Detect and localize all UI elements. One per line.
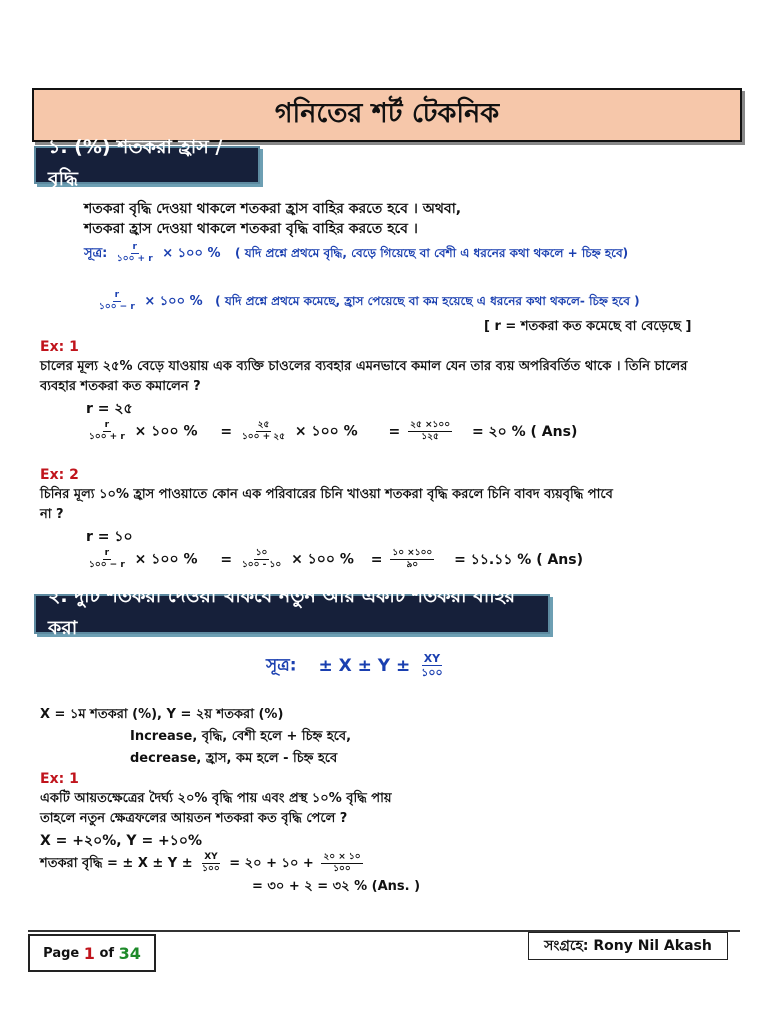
section-2-title: ২. দুটি শতকরা দেওয়া থাকবে নতুন আর একটি শতকরা বাহির করা [48, 585, 516, 639]
example-2-r-value: r = ১০ [86, 529, 133, 545]
credit-text: সংগ্রহে: Rony Nil Akash [544, 938, 712, 954]
example-1-question-line-1: চালের মূল্য ২৫% বেড়ে যাওয়ায় এক ব্যক্তি চাওলের ব্যবহার এমনভাবে কমাল যেন তার ব্যয় অপরিবর্তিত থাকে । তিনি চালের [40, 359, 688, 374]
example-2-question-line-2: না ? [40, 507, 64, 522]
s2-calc-prefix: শতকরা বৃদ্ধি = ± X ± Y ± [40, 856, 193, 871]
section-2-example-1-question-line-1: একটি আয়তক্ষেত্রের দৈর্ঘ্য ২০% বৃদ্ধি পায় এবং প্রস্থ ১০% বৃদ্ধি পায় [40, 791, 392, 806]
section-2-definition-2: Increase, বৃদ্ধি, বেশী হলে + চিহ্ন হবে, [130, 729, 352, 744]
ex1-fraction-2-num: ২৫ [257, 420, 270, 430]
formula-1-denominator: ১০০ + r [116, 254, 153, 264]
formula-2-denominator: ১০০ − r [99, 302, 135, 312]
ex2-fraction-3 [390, 548, 434, 571]
section-1-text-line-1: শতকরা বৃদ্ধি দেওয়া থাকলে শতকরা হ্রাস বাহির করতে হবে । অথবা, [84, 201, 462, 217]
ex2-step-3-eq: = [370, 551, 383, 568]
ex2-fraction-2-num: ১০ [255, 548, 268, 558]
s2-calc-middle: = ২০ + ১০ + [229, 856, 314, 871]
ex2-fraction-2-den: ১০০ - ১০ [241, 560, 282, 570]
s2-calc-fraction-1-den: ১০০ [202, 864, 220, 874]
ex1-fraction-1-num: r [104, 420, 110, 430]
ex1-fraction-2 [240, 420, 287, 443]
section-2-heading [34, 585, 550, 639]
page-current: 1 [83, 943, 95, 963]
formula-2 [94, 290, 640, 313]
page-title: গনিতের শর্ট টেকনিক [274, 97, 500, 129]
ex1-step-3-eq: = [388, 423, 401, 440]
ex1-result: = ২০ % ( Ans) [471, 423, 578, 440]
example-1-label: Ex: 1 [40, 339, 79, 355]
section-2-formula [266, 652, 448, 679]
section-2-example-1-label: Ex: 1 [40, 771, 79, 787]
section-2-formula-fraction [419, 652, 444, 679]
s2-calc-fraction-1 [200, 852, 222, 875]
ex1-step-2-eq: = [220, 423, 233, 440]
section-1-text-line-2: শতকরা হ্রাস দেওয়া থাকলে শতকরা বৃদ্ধি বাহির করতে হবে । [84, 221, 418, 237]
formula-1-note: ( যদি প্রশ্নে প্রথমে বৃদ্ধি, বেড়ে গিয়েছে বা বেশী এ ধরনের কথা থকলে + চিহ্ন হবে) [235, 246, 629, 260]
ex1-fraction-3-den: ১২৫ [421, 432, 439, 442]
s2-calc-fraction-2 [321, 852, 362, 875]
ex1-fraction-1-den: ১০০ + r [89, 432, 125, 442]
section-1-title: ১. (%) শতকরা হ্রাস / বৃদ্ধি [48, 136, 223, 190]
formula-1-fraction [115, 242, 155, 265]
example-2-solution [84, 548, 583, 571]
example-1-question-line-2: ব্যবহার শতকরা কত কমালেন ? [40, 379, 201, 394]
ex1-step-1-tail: × ১০০ % [134, 423, 198, 440]
section-2-definition-1: X = ১ম শতকরা (%), Y = ২য় শতকরা (%) [40, 707, 284, 722]
section-2-example-1-question-line-2: তাহলে নতুন ক্ষেত্রফলের আয়তন শতকরা কত বৃদ্ধি পেলে ? [40, 811, 348, 826]
ex2-result: = ১১.১১ % ( Ans) [454, 551, 583, 568]
example-1-r-value: r = ২৫ [86, 401, 133, 417]
example-2-label: Ex: 2 [40, 467, 79, 483]
ex2-step-1-tail: × ১০০ % [134, 551, 198, 568]
ex2-fraction-1-num: r [104, 548, 110, 558]
ex2-fraction-3-num: ১০ ×১০০ [392, 548, 433, 558]
ex2-fraction-1-den: ১০০ − r [89, 560, 125, 570]
ex1-fraction-3-num: ২৫ ×১০০ [410, 420, 451, 430]
formula-2-fraction [97, 290, 137, 313]
formula-label: সূত্র: [84, 246, 108, 261]
formula-2-multiplier: × ১০০ % [144, 294, 203, 309]
ex1-fraction-3 [408, 420, 452, 443]
section-2-formula-den: ১০০ [421, 666, 443, 679]
section-2-example-1-result: = ৩০ + ২ = ৩২ % (Ans. ) [252, 879, 421, 894]
formula-1-numerator: r [132, 242, 137, 252]
ex2-fraction-3-den: ৯০ [406, 560, 419, 570]
ex1-fraction-2-den: ১০০ + ২৫ [241, 432, 285, 442]
page-prefix: Page [43, 945, 80, 961]
formula-1 [84, 242, 628, 265]
section-2-formula-num: XY [423, 652, 441, 665]
formula-2-note: ( যদি প্রশ্নে প্রথমে কমেছে, হ্রাস পেয়েছে বা কম হয়েছে এ ধরনের কথা থকলে- চিহ্ন হবে ) [215, 294, 640, 308]
ex1-step-2-tail: × ১০০ % [294, 423, 358, 440]
s2-calc-fraction-1-num: XY [204, 852, 218, 862]
ex2-step-2-eq: = [220, 551, 233, 568]
section-2-example-1-given: X = +২০%, Y = +১০% [40, 833, 202, 849]
section-2-formula-label: সূত্র: [266, 655, 297, 676]
ex2-fraction-2 [240, 548, 283, 571]
example-2-question-line-1: চিনির মূল্য ১০% হ্রাস পাওয়াতে কোন এক পরিবারের চিনি খাওয়া শতকরা বৃদ্ধি করলে চিনি বাবদ ব্যয়বৃদ্ধি পাবে [40, 487, 613, 502]
ex2-fraction-1 [87, 548, 127, 571]
page-indicator [28, 934, 156, 972]
ex1-fraction-1 [87, 420, 127, 443]
s2-calc-fraction-2-num: ২০ × ১০ [323, 852, 361, 862]
formula-2-numerator: r [114, 290, 120, 300]
ex2-step-2-tail: × ১০০ % [291, 551, 354, 568]
credit-box [528, 932, 728, 960]
r-definition-note: [ r = শতকরা কত কমেছে বা বেড়েছে ] [484, 319, 692, 334]
section-2-formula-body: ± X ± Y ± [318, 655, 411, 676]
section-1-heading [34, 136, 260, 190]
example-1-solution [84, 420, 577, 443]
page-of: of [99, 945, 115, 961]
section-2-definition-3: decrease, হ্রাস, কম হলে - চিহ্ন হবে [130, 751, 338, 766]
s2-calc-fraction-2-den: ১০০ [333, 864, 351, 874]
section-2-example-1-calculation [40, 852, 366, 875]
page-total: 34 [118, 943, 141, 963]
formula-1-multiplier: × ১০০ % [162, 246, 221, 261]
